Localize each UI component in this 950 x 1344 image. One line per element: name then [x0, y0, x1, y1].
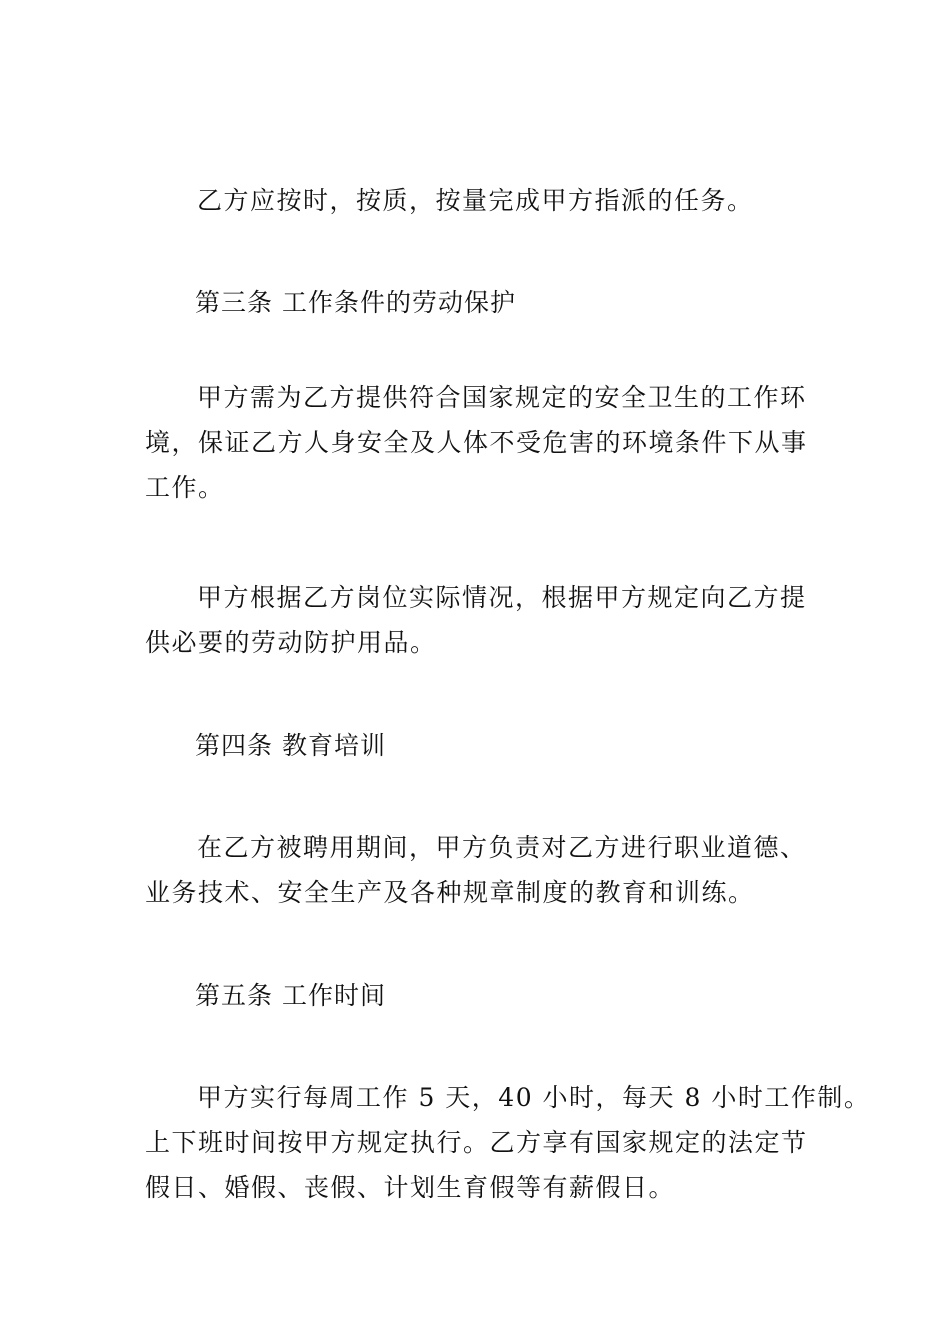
- paragraph-work-environment: [145, 375, 815, 510]
- text-line: 业务技术、安全生产及各种规章制度的教育和训练。: [145, 878, 755, 907]
- paragraph-working-hours: [145, 1075, 871, 1210]
- text-line: 工作。: [145, 473, 225, 502]
- text-line: 在乙方被聘用期间，甲方负责对乙方进行职业道德、: [197, 833, 807, 862]
- text-line: 境，保证乙方人身安全及人体不受危害的环境条件下从事: [145, 428, 808, 457]
- section-heading-article-3: [195, 280, 865, 325]
- heading-text: 第三条 工作条件的劳动保护: [195, 288, 516, 317]
- text-line: 供必要的劳动防护用品。: [145, 628, 437, 657]
- text-line: 乙方应按时，按质，按量完成甲方指派的任务。: [197, 186, 754, 215]
- text-line: 假日、婚假、丧假、计划生育假等有薪假日。: [145, 1173, 676, 1202]
- text-line: 甲方需为乙方提供符合国家规定的安全卫生的工作环: [197, 383, 807, 412]
- section-heading-article-5: [195, 973, 865, 1018]
- text-line: 甲方实行每周工作 5 天，40 小时，每天 8 小时工作制。: [197, 1083, 871, 1112]
- text-line: 上下班时间按甲方规定执行。乙方享有国家规定的法定节: [145, 1128, 808, 1157]
- heading-text: 第四条 教育培训: [195, 731, 386, 760]
- paragraph-protective-equipment: [145, 575, 815, 665]
- text-line: 甲方根据乙方岗位实际情况，根据甲方规定向乙方提: [197, 583, 807, 612]
- paragraph-training: [145, 825, 815, 915]
- section-heading-article-4: [195, 723, 865, 768]
- heading-text: 第五条 工作时间: [195, 981, 386, 1010]
- paragraph-task-completion: [145, 178, 815, 223]
